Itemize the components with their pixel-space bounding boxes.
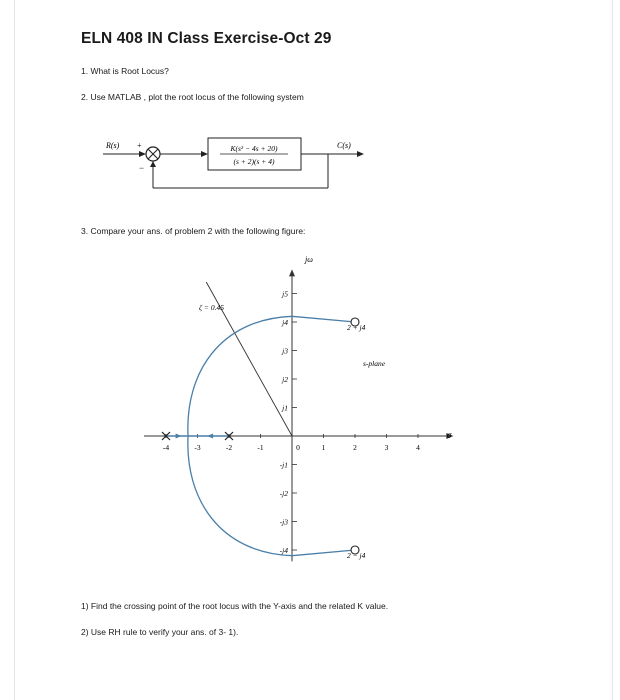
real-tick-label: -3	[194, 443, 201, 452]
block-diagram	[15, 128, 612, 218]
feedback-arrow	[150, 161, 156, 167]
input-arrow	[139, 151, 146, 157]
imag-tick-label: -j1	[279, 460, 288, 470]
real-tick-label: -4	[162, 443, 170, 452]
zeta-label: ζ = 0.45	[199, 303, 224, 312]
sigma-axis-label: σ	[447, 430, 452, 440]
input-label: R(s)	[106, 141, 120, 150]
imag-tick-label: j1	[282, 403, 288, 413]
imag-tick-label: j5	[282, 289, 288, 299]
question-1: 1. What is Root Locus?	[81, 66, 169, 76]
imag-axis-arrow	[289, 269, 295, 276]
forward-arrow	[201, 151, 208, 157]
task-2: 2) Use RH rule to verify your ans. of 3- 1).	[81, 627, 239, 637]
imag-tick-label: j2	[282, 375, 288, 384]
jw-axis-label: jω	[305, 255, 313, 264]
tf-numerator: K(s² − 4s + 20)	[230, 144, 278, 153]
locus-arrow	[207, 434, 213, 439]
locus-upper-branch	[188, 316, 355, 436]
imag-tick-label: -j3	[279, 517, 288, 527]
page-title: ELN 408 IN Class Exercise-Oct 29	[81, 30, 332, 47]
real-tick-label: 0	[296, 443, 300, 452]
imag-tick-label: j3	[282, 346, 288, 356]
minus-sign: −	[139, 163, 145, 173]
real-tick-label: 1	[321, 443, 326, 452]
output-arrow	[357, 151, 364, 157]
locus-lower-branch	[188, 436, 355, 556]
locus-arrow	[176, 434, 182, 439]
output-label: C(s)	[337, 141, 351, 150]
real-tick-label: 3	[384, 443, 389, 452]
question-2: 2. Use MATLAB , plot the root locus of the following system	[81, 92, 304, 102]
imag-tick-label: -j4	[279, 546, 288, 555]
real-tick-label: 4	[416, 443, 420, 452]
real-tick-label: -1	[257, 443, 264, 452]
zero-upper-label: 2 + j4	[347, 323, 366, 332]
real-tick-label: -2	[225, 443, 233, 452]
root-locus-plot	[15, 238, 612, 578]
real-tick-label: 2	[353, 443, 357, 452]
zero-lower-label: 2 − j4	[347, 551, 366, 560]
imag-tick-label: j4	[282, 318, 288, 327]
document-page	[14, 0, 613, 700]
plus-sign: +	[137, 141, 142, 150]
tf-denominator: (s + 2)(s + 4)	[233, 157, 275, 166]
imag-tick-label: -j2	[279, 489, 288, 498]
task-1: 1) Find the crossing point of the root locus with the Y-axis and the related K value.	[81, 601, 389, 611]
question-3: 3. Compare your ans. of problem 2 with the following figure:	[81, 226, 306, 236]
s-plane-label: s-plane	[363, 359, 386, 368]
